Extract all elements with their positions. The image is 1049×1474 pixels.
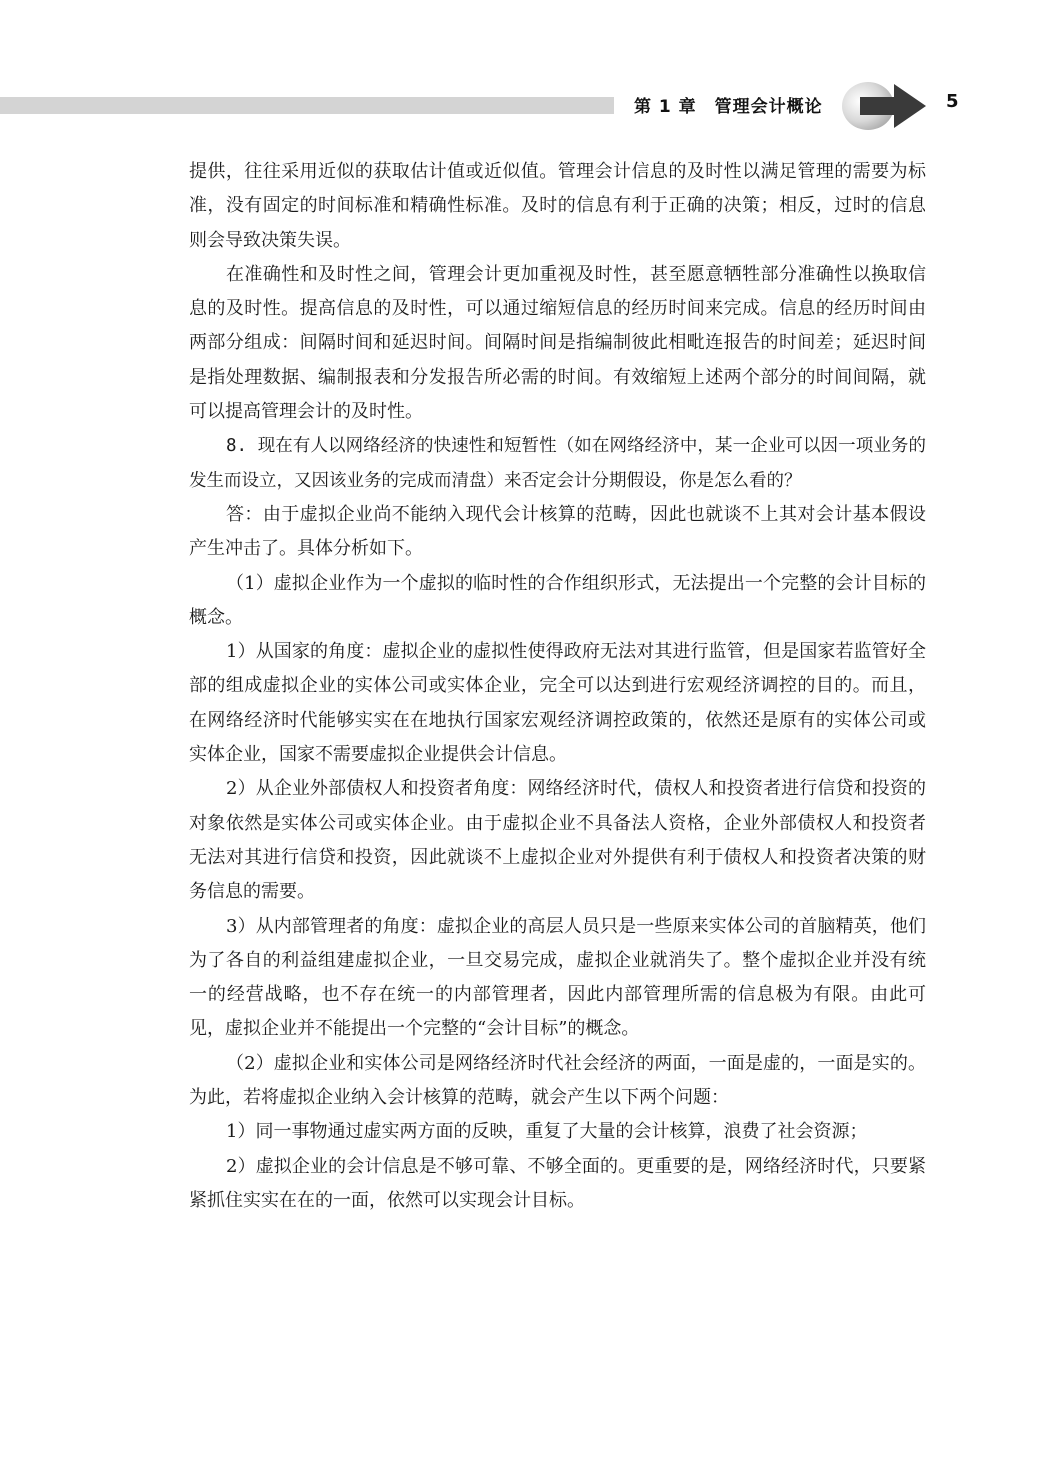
chapter-title: 第 1 章 管理会计概论 [634,97,823,117]
paragraph: 3）从内部管理者的角度：虚拟企业的高层人员只是一些原来实体公司的首脑精英，他们为了各自的利益组建虚拟企业，一旦交易完成，虚拟企业就消失了。整个虚拟企业并没有统一的经营战略，也不存在统一的内部管理者，因此内部管理所需的信息极为有限。由此可见，虚拟企业并不能提出一个完整的“会计目标”的概念。 [189,915,926,1040]
paragraph: 2）虚拟企业的会计信息是不够可靠、不够全面的。更重要的是，网络经济时代，只要紧紧抓住实实在在的一面，依然可以实现会计目标。 [189,1155,926,1211]
paragraph: 2）从企业外部债权人和投资者角度：网络经济时代，债权人和投资者进行信贷和投资的对象依然是实体公司或实体企业。由于虚拟企业不具备法人资格，企业外部债权人和投资者无法对其进行信贷和投资，因此就谈不上虚拟企业对外提供有利于债权人和投资者决策的财务信息的需要。 [189,778,926,903]
paragraph: 在准确性和及时性之间，管理会计更加重视及时性，甚至愿意牺牲部分准确性以换取信息的及时性。提高信息的及时性，可以通过缩短信息的经历时间来完成。信息的经历时间由两部分组成：间隔时间和延迟时间。间隔时间是指编制彼此相毗连报告的时间差；延迟时间是指处理数据、编制报表和分发报告所必需的时间。有效缩短上述两个部分的时间间隔，就可以提高管理会计的及时性。 [189,263,926,423]
running-header [0,80,1049,130]
page-number: 5 [946,91,959,112]
paragraph: 提供，往往采用近似的获取估计值或近似值。管理会计信息的及时性以满足管理的需要为标准，没有固定的时间标准和精确性标准。及时的信息有利于正确的决策；相反，过时的信息则会导致决策失误。 [189,161,926,251]
paragraph: 1）同一事物通过虚实两方面的反映，重复了大量的会计核算，浪费了社会资源； [226,1121,868,1143]
paragraph: （1）虚拟企业作为一个虚拟的临时性的合作组织形式，无法提出一个完整的会计目标的概念。 [189,572,926,628]
paragraph: （2）虚拟企业和实体公司是网络经济时代社会经济的两面，一面是虚的，一面是实的。为此，若将虚拟企业纳入会计核算的范畴，就会产生以下两个问题： [189,1052,926,1109]
question-heading: 8. 现在有人以网络经济的快速性和短暂性（如在网络经济中，某一企业可以因一项业务的发生而设立，又因该业务的完成而清盘）来否定会计分期假设，你是怎么看的？ [189,436,926,491]
paragraph: 1）从国家的角度：虚拟企业的虚拟性使得政府无法对其进行监管，但是国家若监管好全部的组成虚拟企业的实体公司或实体企业，完全可以达到进行宏观经济调控的目的。而且，在网络经济时代能够实实在在地执行国家宏观经济调控政策的，依然还是原有的实体公司或实体企业，国家不需要虚拟企业提供会计信息。 [189,641,926,766]
paragraph: 答：由于虚拟企业尚不能纳入现代会计核算的范畴，因此也就谈不上其对会计基本假设产生冲击了。具体分析如下。 [189,503,926,560]
header-bar [0,97,614,114]
arrow-right-icon [838,80,932,132]
body-text [189,155,926,1218]
